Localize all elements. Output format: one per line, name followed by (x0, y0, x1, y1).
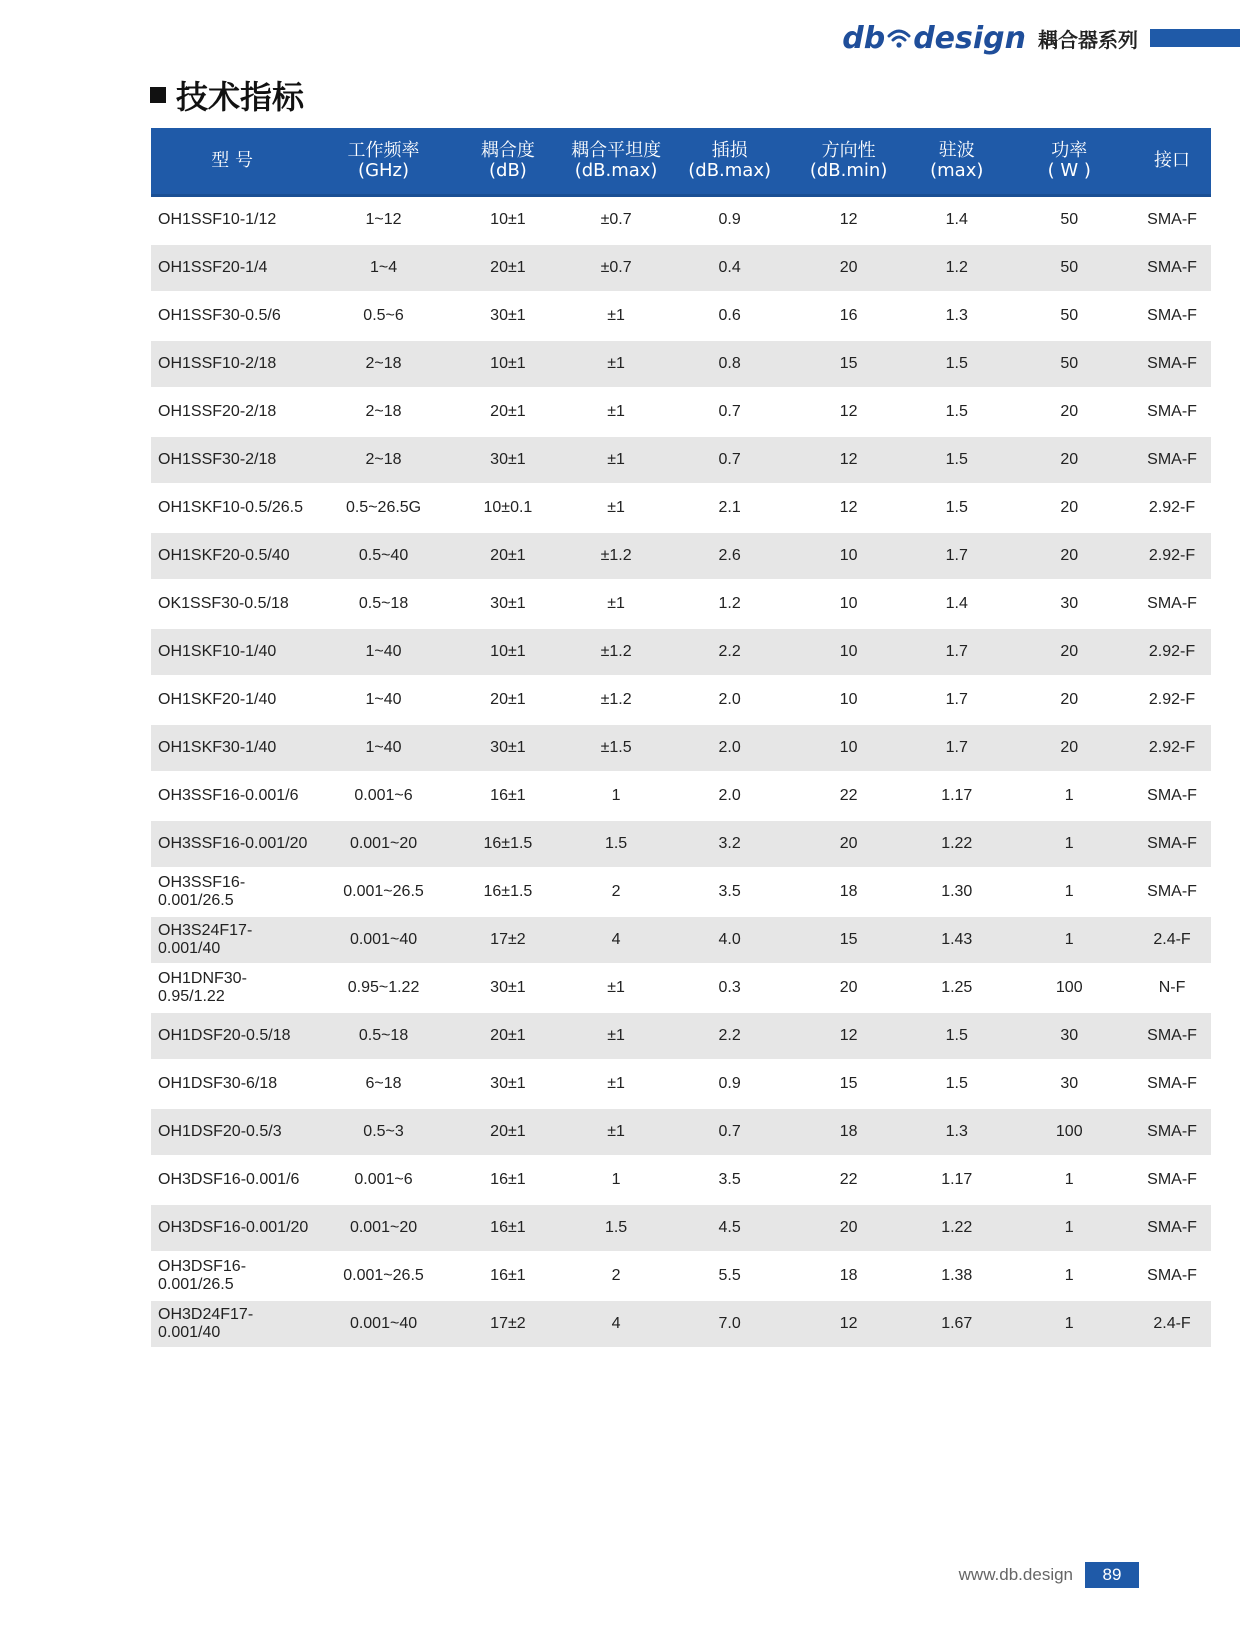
table-cell: 20 (1005, 676, 1133, 724)
model-cell: OH1SSF30-2/18 (151, 436, 313, 484)
table-cell: SMA-F (1133, 1252, 1211, 1300)
table-cell: 100 (1005, 964, 1133, 1012)
model-cell: OH3D24F17-0.001/40 (151, 1300, 313, 1348)
table-row (151, 1060, 1211, 1108)
table-cell: 1 (1005, 820, 1133, 868)
table-cell: 0.001~20 (313, 1204, 454, 1252)
table-cell: ±1 (562, 1060, 670, 1108)
table-cell: 6~18 (313, 1060, 454, 1108)
table-cell: 2.0 (670, 772, 789, 820)
table-row (151, 1012, 1211, 1060)
table-cell: 20±1 (454, 532, 562, 580)
table-cell: 15 (789, 340, 908, 388)
table-cell: 1.7 (908, 676, 1005, 724)
table-cell: 0.5~18 (313, 580, 454, 628)
column-header (1005, 128, 1133, 196)
table-cell: 4.5 (670, 1204, 789, 1252)
column-header-label: 工作频率 (347, 140, 420, 161)
table-cell: 1.22 (908, 820, 1005, 868)
table-cell: 1.3 (908, 1108, 1005, 1156)
table-cell: 2.4-F (1133, 916, 1211, 964)
table-cell: 1~40 (313, 676, 454, 724)
table-cell: 0.9 (670, 196, 789, 245)
table-cell: 10 (789, 724, 908, 772)
series-title: 耦合器系列 (1038, 27, 1138, 52)
table-cell: 1.3 (908, 292, 1005, 340)
section-title: 技术指标 (176, 78, 305, 116)
table-cell: 30 (1005, 1012, 1133, 1060)
table-cell: 16 (789, 292, 908, 340)
table-cell: 0.5~6 (313, 292, 454, 340)
table-cell: SMA-F (1133, 1012, 1211, 1060)
table-row (151, 1156, 1211, 1204)
table-cell: 20±1 (454, 244, 562, 292)
table-cell: 1.25 (908, 964, 1005, 1012)
table-cell: 22 (789, 772, 908, 820)
table-header (151, 128, 1211, 196)
table-cell: 10±1 (454, 196, 562, 245)
table-cell: 30±1 (454, 964, 562, 1012)
table-cell: 1.5 (908, 436, 1005, 484)
table-cell: 2.0 (670, 724, 789, 772)
table-cell: 20 (789, 244, 908, 292)
logo-text-left: db (842, 20, 886, 56)
model-cell: OH1DNF30-0.95/1.22 (151, 964, 313, 1012)
table-cell: SMA-F (1133, 244, 1211, 292)
table-cell: 10 (789, 676, 908, 724)
model-cell: OK1SSF30-0.5/18 (151, 580, 313, 628)
table-cell: 30±1 (454, 724, 562, 772)
table-cell: 16±1.5 (454, 868, 562, 916)
table-cell: 0.5~18 (313, 1012, 454, 1060)
table-row (151, 388, 1211, 436)
table-cell: ±1 (562, 388, 670, 436)
table-cell: 1~12 (313, 196, 454, 245)
table-cell: 10±1 (454, 628, 562, 676)
table-cell: 16±1 (454, 772, 562, 820)
table-cell: SMA-F (1133, 196, 1211, 245)
table-cell: 20 (1005, 436, 1133, 484)
model-cell: OH1DSF20-0.5/18 (151, 1012, 313, 1060)
table-cell: 2.92-F (1133, 484, 1211, 532)
column-header-label: 耦合度 (480, 140, 535, 161)
model-cell: OH1SKF20-0.5/40 (151, 532, 313, 580)
model-cell: OH1SSF20-1/4 (151, 244, 313, 292)
table-cell: 2 (562, 1252, 670, 1300)
table-cell: 1 (562, 772, 670, 820)
table-cell: 1.17 (908, 772, 1005, 820)
model-cell: OH3S24F17-0.001/40 (151, 916, 313, 964)
table-cell: ±1.5 (562, 724, 670, 772)
table-cell: 12 (789, 436, 908, 484)
table-cell: 1.2 (908, 244, 1005, 292)
table-cell: 2 (562, 868, 670, 916)
model-cell: OH3SSF16-0.001/26.5 (151, 868, 313, 916)
column-header-unit: (max) (930, 160, 984, 181)
table-cell: 1 (1005, 916, 1133, 964)
table-cell: 16±1 (454, 1156, 562, 1204)
table-cell: 20 (789, 1204, 908, 1252)
table-cell: ±1.2 (562, 676, 670, 724)
model-cell: OH3DSF16-0.001/20 (151, 1204, 313, 1252)
model-cell: OH1DSF30-6/18 (151, 1060, 313, 1108)
column-header-label: 型 号 (211, 150, 253, 171)
table-cell: 1.4 (908, 580, 1005, 628)
table-cell: 1 (1005, 1252, 1133, 1300)
column-header-unit: (dB.min) (809, 160, 888, 181)
column-header (789, 128, 908, 196)
table-row (151, 916, 1211, 964)
table-cell: SMA-F (1133, 1156, 1211, 1204)
table-cell: 2.92-F (1133, 724, 1211, 772)
table-row (151, 1252, 1211, 1300)
column-header (562, 128, 670, 196)
table-cell: 1.5 (562, 1204, 670, 1252)
model-cell: OH3DSF16-0.001/6 (151, 1156, 313, 1204)
model-cell: OH1SKF10-1/40 (151, 628, 313, 676)
table-cell: SMA-F (1133, 292, 1211, 340)
table-cell: 16±1 (454, 1204, 562, 1252)
table-cell: 2~18 (313, 340, 454, 388)
table-cell: 1.5 (908, 1060, 1005, 1108)
table-header-row (151, 128, 1211, 196)
column-header (151, 128, 313, 196)
table-cell: 20 (1005, 388, 1133, 436)
table-cell: 1~40 (313, 724, 454, 772)
table-cell: 0.8 (670, 340, 789, 388)
page-number: 89 (1085, 1562, 1139, 1588)
table-cell: 18 (789, 1252, 908, 1300)
table-cell: 30±1 (454, 1060, 562, 1108)
model-cell: OH3SSF16-0.001/20 (151, 820, 313, 868)
table-cell: 20 (1005, 724, 1133, 772)
table-cell: 1.2 (670, 580, 789, 628)
spec-table (151, 128, 1211, 1349)
table-cell: 12 (789, 388, 908, 436)
column-header (313, 128, 454, 196)
table-row (151, 244, 1211, 292)
table-cell: 1.17 (908, 1156, 1005, 1204)
table-cell: 3.5 (670, 1156, 789, 1204)
table-body (151, 196, 1211, 1349)
table-cell: 15 (789, 916, 908, 964)
table-row (151, 436, 1211, 484)
table-cell: 0.001~26.5 (313, 868, 454, 916)
column-header-unit: (dB.max) (688, 160, 772, 181)
table-cell: 1~40 (313, 628, 454, 676)
table-cell: 0.95~1.22 (313, 964, 454, 1012)
brand-logo (842, 21, 1026, 56)
table-cell: ±1 (562, 436, 670, 484)
table-cell: 50 (1005, 196, 1133, 245)
table-cell: 15 (789, 1060, 908, 1108)
table-row (151, 676, 1211, 724)
table-cell: SMA-F (1133, 436, 1211, 484)
table-cell: 22 (789, 1156, 908, 1204)
table-cell: 16±1 (454, 1252, 562, 1300)
table-row (151, 340, 1211, 388)
table-cell: 18 (789, 1108, 908, 1156)
table-cell: 10±1 (454, 340, 562, 388)
table-cell: SMA-F (1133, 868, 1211, 916)
table-row (151, 628, 1211, 676)
column-header (908, 128, 1005, 196)
table-cell: 12 (789, 196, 908, 245)
table-row (151, 1204, 1211, 1252)
table-cell: 2.4-F (1133, 1300, 1211, 1348)
table-cell: 2.6 (670, 532, 789, 580)
table-cell: ±1.2 (562, 628, 670, 676)
table-cell: 0.5~26.5G (313, 484, 454, 532)
table-cell: 1.7 (908, 724, 1005, 772)
table-cell: 18 (789, 868, 908, 916)
table-cell: 2~18 (313, 388, 454, 436)
table-cell: 1.30 (908, 868, 1005, 916)
table-cell: 4 (562, 916, 670, 964)
table-cell: 1.43 (908, 916, 1005, 964)
table-cell: 2.2 (670, 1012, 789, 1060)
table-cell: SMA-F (1133, 580, 1211, 628)
square-bullet-icon (150, 87, 166, 103)
table-row (151, 1300, 1211, 1348)
table-row (151, 532, 1211, 580)
table-cell: ±1 (562, 292, 670, 340)
section-heading (150, 72, 304, 118)
table-cell: 1 (1005, 868, 1133, 916)
table-cell: 20 (1005, 628, 1133, 676)
table-cell: ±0.7 (562, 196, 670, 245)
table-cell: 12 (789, 1300, 908, 1348)
table-row (151, 580, 1211, 628)
table-cell: 17±2 (454, 916, 562, 964)
table-cell: 1 (1005, 1156, 1133, 1204)
model-cell: OH1SKF30-1/40 (151, 724, 313, 772)
table-cell: N-F (1133, 964, 1211, 1012)
table-cell: 1.5 (908, 1012, 1005, 1060)
table-cell: 2.92-F (1133, 532, 1211, 580)
table-cell: 1 (562, 1156, 670, 1204)
table-cell: ±0.7 (562, 244, 670, 292)
table-cell: 10±0.1 (454, 484, 562, 532)
table-cell: 1.22 (908, 1204, 1005, 1252)
table-cell: 0.3 (670, 964, 789, 1012)
table-cell: 30±1 (454, 292, 562, 340)
model-cell: OH1SSF30-0.5/6 (151, 292, 313, 340)
table-cell: SMA-F (1133, 1204, 1211, 1252)
table-cell: 30±1 (454, 436, 562, 484)
table-row (151, 868, 1211, 916)
table-cell: 0.001~6 (313, 772, 454, 820)
model-cell: OH1SSF10-2/18 (151, 340, 313, 388)
table-cell: SMA-F (1133, 772, 1211, 820)
table-cell: ±1 (562, 580, 670, 628)
table-cell: 5.5 (670, 1252, 789, 1300)
table-cell: 0.001~26.5 (313, 1252, 454, 1300)
column-header-label: 功率 (1051, 140, 1088, 161)
model-cell: OH1SKF10-0.5/26.5 (151, 484, 313, 532)
table-cell: 20 (789, 964, 908, 1012)
table-row (151, 484, 1211, 532)
table-row (151, 1108, 1211, 1156)
table-cell: 50 (1005, 244, 1133, 292)
table-cell: 12 (789, 1012, 908, 1060)
table-cell: 17±2 (454, 1300, 562, 1348)
table-cell: ±1 (562, 484, 670, 532)
wifi-icon (886, 24, 912, 52)
column-header-unit: ( W ) (1047, 160, 1091, 181)
table-row (151, 724, 1211, 772)
table-cell: 20 (1005, 484, 1133, 532)
table-cell: 0.5~40 (313, 532, 454, 580)
table-cell: 0.7 (670, 388, 789, 436)
table-cell: 0.001~20 (313, 820, 454, 868)
table-cell: 20±1 (454, 1012, 562, 1060)
table-cell: 12 (789, 484, 908, 532)
model-cell: OH1DSF20-0.5/3 (151, 1108, 313, 1156)
table-cell: 7.0 (670, 1300, 789, 1348)
table-cell: 2.1 (670, 484, 789, 532)
table-cell: SMA-F (1133, 820, 1211, 868)
logo-text-right: design (913, 20, 1026, 56)
table-cell: 1.4 (908, 196, 1005, 245)
column-header-label: 接口 (1154, 150, 1191, 171)
table-cell: ±1 (562, 1012, 670, 1060)
column-header (670, 128, 789, 196)
table-cell: 50 (1005, 292, 1133, 340)
model-cell: OH3SSF16-0.001/6 (151, 772, 313, 820)
table-cell: ±1 (562, 1108, 670, 1156)
table-cell: 3.5 (670, 868, 789, 916)
model-cell: OH1SSF10-1/12 (151, 196, 313, 245)
table-cell: 30 (1005, 1060, 1133, 1108)
table-cell: SMA-F (1133, 388, 1211, 436)
table-cell: 0.7 (670, 436, 789, 484)
header-accent-bar (1150, 29, 1240, 47)
table-cell: 0.4 (670, 244, 789, 292)
column-header-label: 耦合平坦度 (571, 140, 662, 161)
table-cell: 20 (1005, 532, 1133, 580)
table-cell: 1 (1005, 1300, 1133, 1348)
table-cell: 0.5~3 (313, 1108, 454, 1156)
table-cell: 10 (789, 628, 908, 676)
table-cell: 2.92-F (1133, 628, 1211, 676)
table-cell: 2.2 (670, 628, 789, 676)
table-cell: 50 (1005, 340, 1133, 388)
column-header-label: 插损 (711, 140, 748, 161)
table-cell: 0.7 (670, 1108, 789, 1156)
table-cell: 30±1 (454, 580, 562, 628)
table-cell: 0.001~40 (313, 1300, 454, 1348)
column-header-unit: (GHz) (358, 160, 410, 181)
table-cell: 1.7 (908, 628, 1005, 676)
table-cell: 0.9 (670, 1060, 789, 1108)
table-cell: 20±1 (454, 1108, 562, 1156)
table-cell: ±1 (562, 964, 670, 1012)
page-header (842, 18, 1240, 58)
table-row (151, 964, 1211, 1012)
table-cell: 1.5 (908, 484, 1005, 532)
table-row (151, 820, 1211, 868)
table-cell: 20±1 (454, 388, 562, 436)
table-cell: 1 (1005, 772, 1133, 820)
table-cell: 0.6 (670, 292, 789, 340)
table-cell: 4 (562, 1300, 670, 1348)
table-cell: 1.67 (908, 1300, 1005, 1348)
table-row (151, 196, 1211, 245)
column-header-unit: (dB.max) (574, 160, 658, 181)
table-cell: ±1.2 (562, 532, 670, 580)
table-cell: SMA-F (1133, 1060, 1211, 1108)
table-row (151, 292, 1211, 340)
column-header-label: 驻波 (938, 140, 975, 161)
table-cell: 2~18 (313, 436, 454, 484)
page-footer (959, 1562, 1139, 1588)
table-cell: SMA-F (1133, 340, 1211, 388)
column-header-label: 方向性 (821, 140, 876, 161)
table-cell: 0.001~40 (313, 916, 454, 964)
table-cell: 0.001~6 (313, 1156, 454, 1204)
table-cell: 10 (789, 532, 908, 580)
table-row (151, 772, 1211, 820)
table-cell: 1.5 (908, 388, 1005, 436)
footer-url: www.db.design (958, 1565, 1073, 1584)
table-cell: 1.38 (908, 1252, 1005, 1300)
table-cell: 1.5 (562, 820, 670, 868)
table-cell: 4.0 (670, 916, 789, 964)
table-cell: 1.5 (908, 340, 1005, 388)
table-cell: 1 (1005, 1204, 1133, 1252)
table-cell: 1~4 (313, 244, 454, 292)
model-cell: OH1SSF20-2/18 (151, 388, 313, 436)
table-cell: 16±1.5 (454, 820, 562, 868)
table-cell: ±1 (562, 340, 670, 388)
table-cell: 100 (1005, 1108, 1133, 1156)
table-cell: 20 (789, 820, 908, 868)
column-header (1133, 128, 1211, 196)
column-header (454, 128, 562, 196)
table-cell: 3.2 (670, 820, 789, 868)
model-cell: OH3DSF16-0.001/26.5 (151, 1252, 313, 1300)
table-cell: 30 (1005, 580, 1133, 628)
table-cell: 10 (789, 580, 908, 628)
table-cell: 2.0 (670, 676, 789, 724)
model-cell: OH1SKF20-1/40 (151, 676, 313, 724)
column-header-unit: (dB) (489, 160, 527, 181)
table-cell: 20±1 (454, 676, 562, 724)
table-cell: SMA-F (1133, 1108, 1211, 1156)
table-cell: 2.92-F (1133, 676, 1211, 724)
table-cell: 1.7 (908, 532, 1005, 580)
